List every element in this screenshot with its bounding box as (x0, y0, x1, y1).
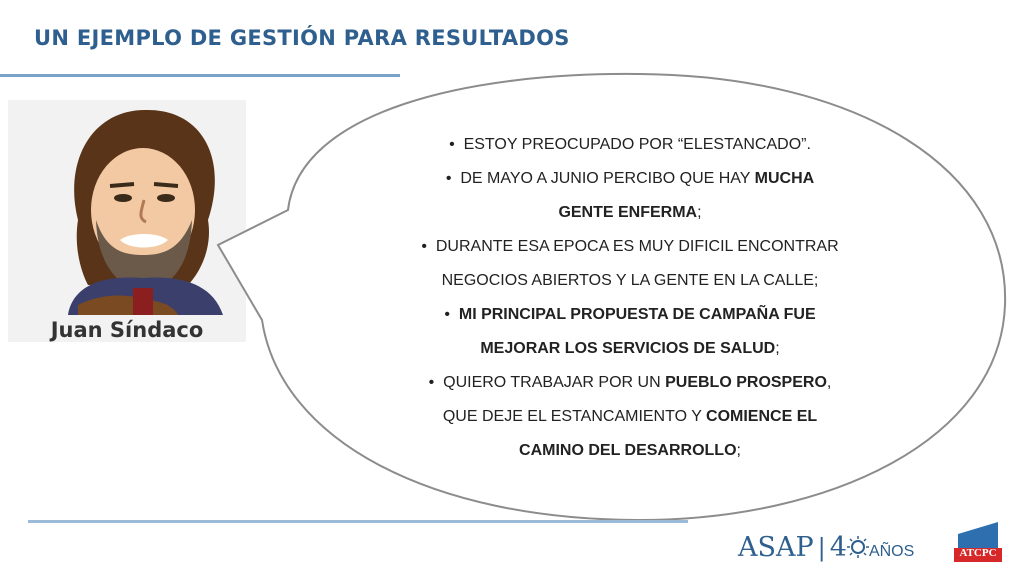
speech-emphasis: PUEBLO PROSPERO (665, 374, 827, 391)
speech-item-continuation (340, 196, 920, 230)
atcpc-logo (952, 518, 1004, 562)
speech-emphasis: CAMINO DEL DESARROLLO (519, 442, 737, 459)
speech-item-continuation (340, 400, 920, 434)
speech-item (340, 366, 920, 400)
bullet: • (449, 136, 455, 153)
speech-emphasis: COMIENCE EL (706, 408, 818, 425)
speech-text: ; (697, 204, 702, 221)
speech-text: ; (775, 340, 780, 357)
anniversary-years: AÑOS (868, 543, 915, 560)
speech-emphasis: GENTE ENFERMA (558, 204, 698, 221)
speech-text: QUIERO TRABAJAR POR UN (443, 374, 666, 391)
asap-logo-text: ASAP (738, 532, 814, 563)
speech-text: NEGOCIOS ABIERTOS Y LA GENTE EN LA CALLE; (441, 272, 819, 289)
bullet: • (445, 170, 452, 187)
speech-text: , (826, 374, 832, 391)
atcpc-logo-text: ATCPC (959, 547, 997, 559)
bullet: • (444, 306, 450, 323)
speech-text: DE MAYO A JUNIO PERCIBO QUE HAY (460, 170, 755, 187)
bullet: • (428, 374, 435, 391)
speech-item (340, 298, 920, 332)
speech-item (340, 230, 920, 264)
speech-text: ; (736, 442, 741, 459)
bullet: • (421, 238, 427, 255)
speech-item-continuation (340, 264, 920, 298)
anniversary-number: 4 (829, 532, 847, 563)
speech-text: ESTOY PREOCUPADO POR “ELESTANCADO”. (463, 136, 811, 153)
speech-item-continuation (340, 332, 920, 366)
speech-text: DURANTE ESA EPOCA ES MUY DIFICIL ENCONTRAR (435, 238, 839, 255)
page-title: UN EJEMPLO DE GESTIÓN PARA RESULTADOS (34, 26, 570, 50)
speech-text: QUE DEJE EL ESTANCAMIENTO Y (442, 408, 707, 425)
speech-content (340, 128, 920, 468)
footer-divider (28, 520, 688, 523)
asap-logo (738, 532, 914, 563)
speech-emphasis: MI PRINCIPAL PROPUESTA DE CAMPAÑA FUE (458, 306, 816, 323)
logo-separator: | (817, 534, 826, 562)
speech-item (340, 162, 920, 196)
character-name: Juan Síndaco (50, 318, 204, 342)
speech-emphasis: MUCHA (754, 170, 815, 187)
speech-item-continuation (340, 434, 920, 468)
speech-emphasis: MEJORAR LOS SERVICIOS DE SALUD (480, 340, 776, 357)
speech-item (340, 128, 920, 162)
sun-icon (847, 534, 869, 556)
